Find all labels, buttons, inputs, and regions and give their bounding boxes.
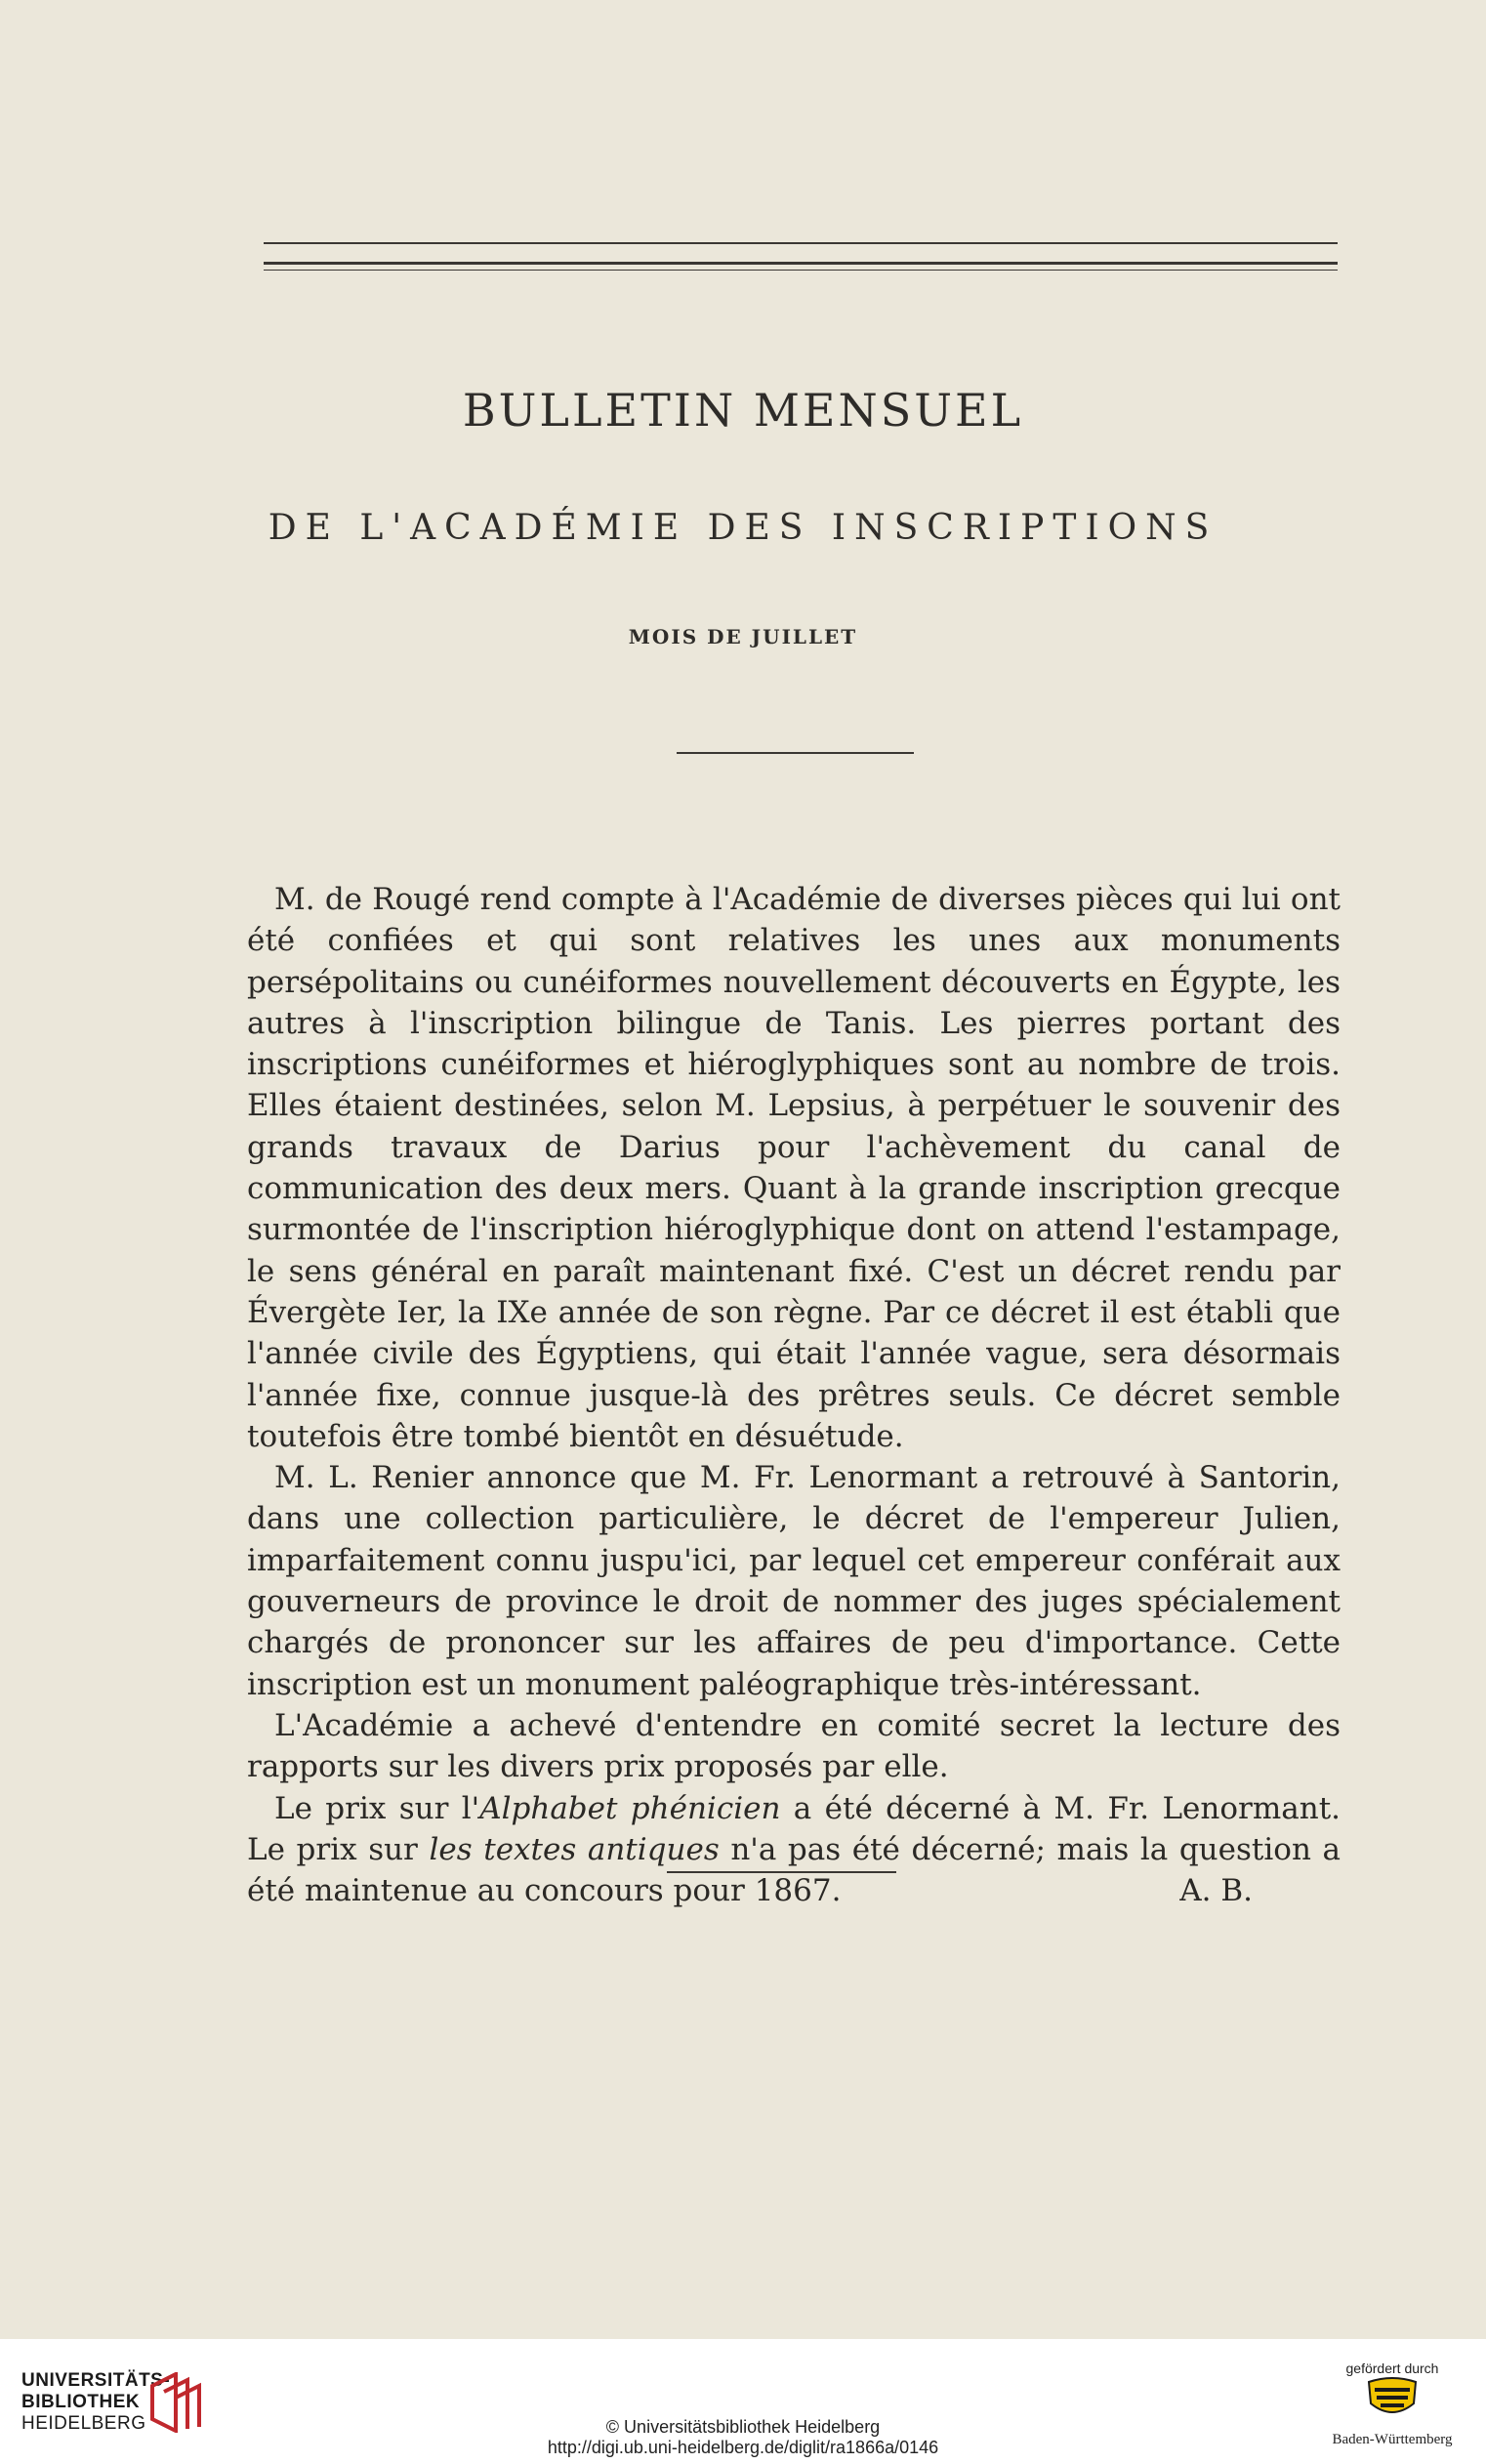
copyright-text: © Universitätsbibliothek Heidelberg: [605, 2417, 881, 2437]
author-signature: A. B.: [1179, 1873, 1253, 1909]
digitization-footer: [0, 2339, 1486, 2464]
article-body: [247, 879, 1341, 1911]
bulletin-title: BULLETIN MENSUEL: [462, 384, 1024, 437]
end-divider: [667, 1871, 896, 1873]
paragraph-3: L'Académie a achevé d'entendre en comité secret la lecture des rapports sur les divers prix proposés par elle.: [247, 1707, 1341, 1785]
sponsor-block: [1324, 2360, 1461, 2448]
header-rule-thin: [264, 270, 1338, 271]
paragraph-2: M. L. Renier annonce que M. Fr. Lenormant a retrouvé à Santorin, dans une collection particulière, le décret de l'empereur Julien, imparfaitement connu juspu'ici, par lequel cet empereur conférait aux gouverneurs de province le droit de nommer des juges spécialement chargés de prononcer sur les affaires de peu d'importance. Cette inscription est un monument paléographique très-intéressant.: [247, 1460, 1341, 1702]
italic-title-alphabet: Alphabet phénicien: [479, 1790, 781, 1826]
footer-credits: [0, 2417, 1486, 2458]
italic-title-textes: les textes antiques: [429, 1831, 720, 1867]
bulletin-subtitle: DE L'ACADÉMIE DES INSCRIPTIONS: [268, 508, 1218, 548]
sponsor-name: Baden-Württemberg: [1332, 2432, 1453, 2447]
library-logo: UNIVERSITÄTS- BIBLIOTHEK HEIDELBERG: [21, 2370, 171, 2434]
bulletin-month: MOIS DE JUILLET: [628, 625, 858, 648]
header-rule-thick: [264, 262, 1338, 265]
permalink[interactable]: http://digi.ub.uni-heidelberg.de/diglit/ra1866a/0146: [547, 2438, 939, 2457]
paragraph-4: Le prix sur l'Alphabet phénicien a été décerné à M. Fr. Lenormant. Le prix sur les textes antiques n'a pas été décerné; mais la question a été maintenue au concours pour 1867. A. B.: [247, 1788, 1341, 1912]
paragraph-1: M. de Rougé rend compte à l'Académie de diverses pièces qui lui ont été confiées et qui sont relatives les unes aux monuments persépolitains ou cunéiformes nouvellement découverts en Égypte, les autres à l'inscription bilingue de Tanis. Les pierres portant des inscriptions cunéiformes et hiéroglyphiques sont au nombre de trois. Elles étaient destinées, selon M. Lepsius, à perpétuer le souvenir des grands travaux de Darius pour l'achèvement du canal de communication des deux mers. Quant à la grande inscription grecque surmontée de l'inscription hiéroglyphique dont on attend l'estampage, le sens général en paraît maintenant fixé. C'est un décret rendu par Évergète Ier, la IXe année de son règne. Par ce décret il est établi que l'année civile des Égyptiens, qui était l'année vague, sera désormais l'année fixe, connue jusque-là des prêtres seuls. Ce décret semble toutefois être tombé bientôt en désuétude.: [247, 882, 1341, 1454]
section-divider: [677, 752, 914, 754]
sponsor-label: gefördert durch: [1345, 2360, 1439, 2376]
state-coat-of-arms-icon: [1365, 2376, 1420, 2421]
header-rule: [264, 242, 1338, 244]
